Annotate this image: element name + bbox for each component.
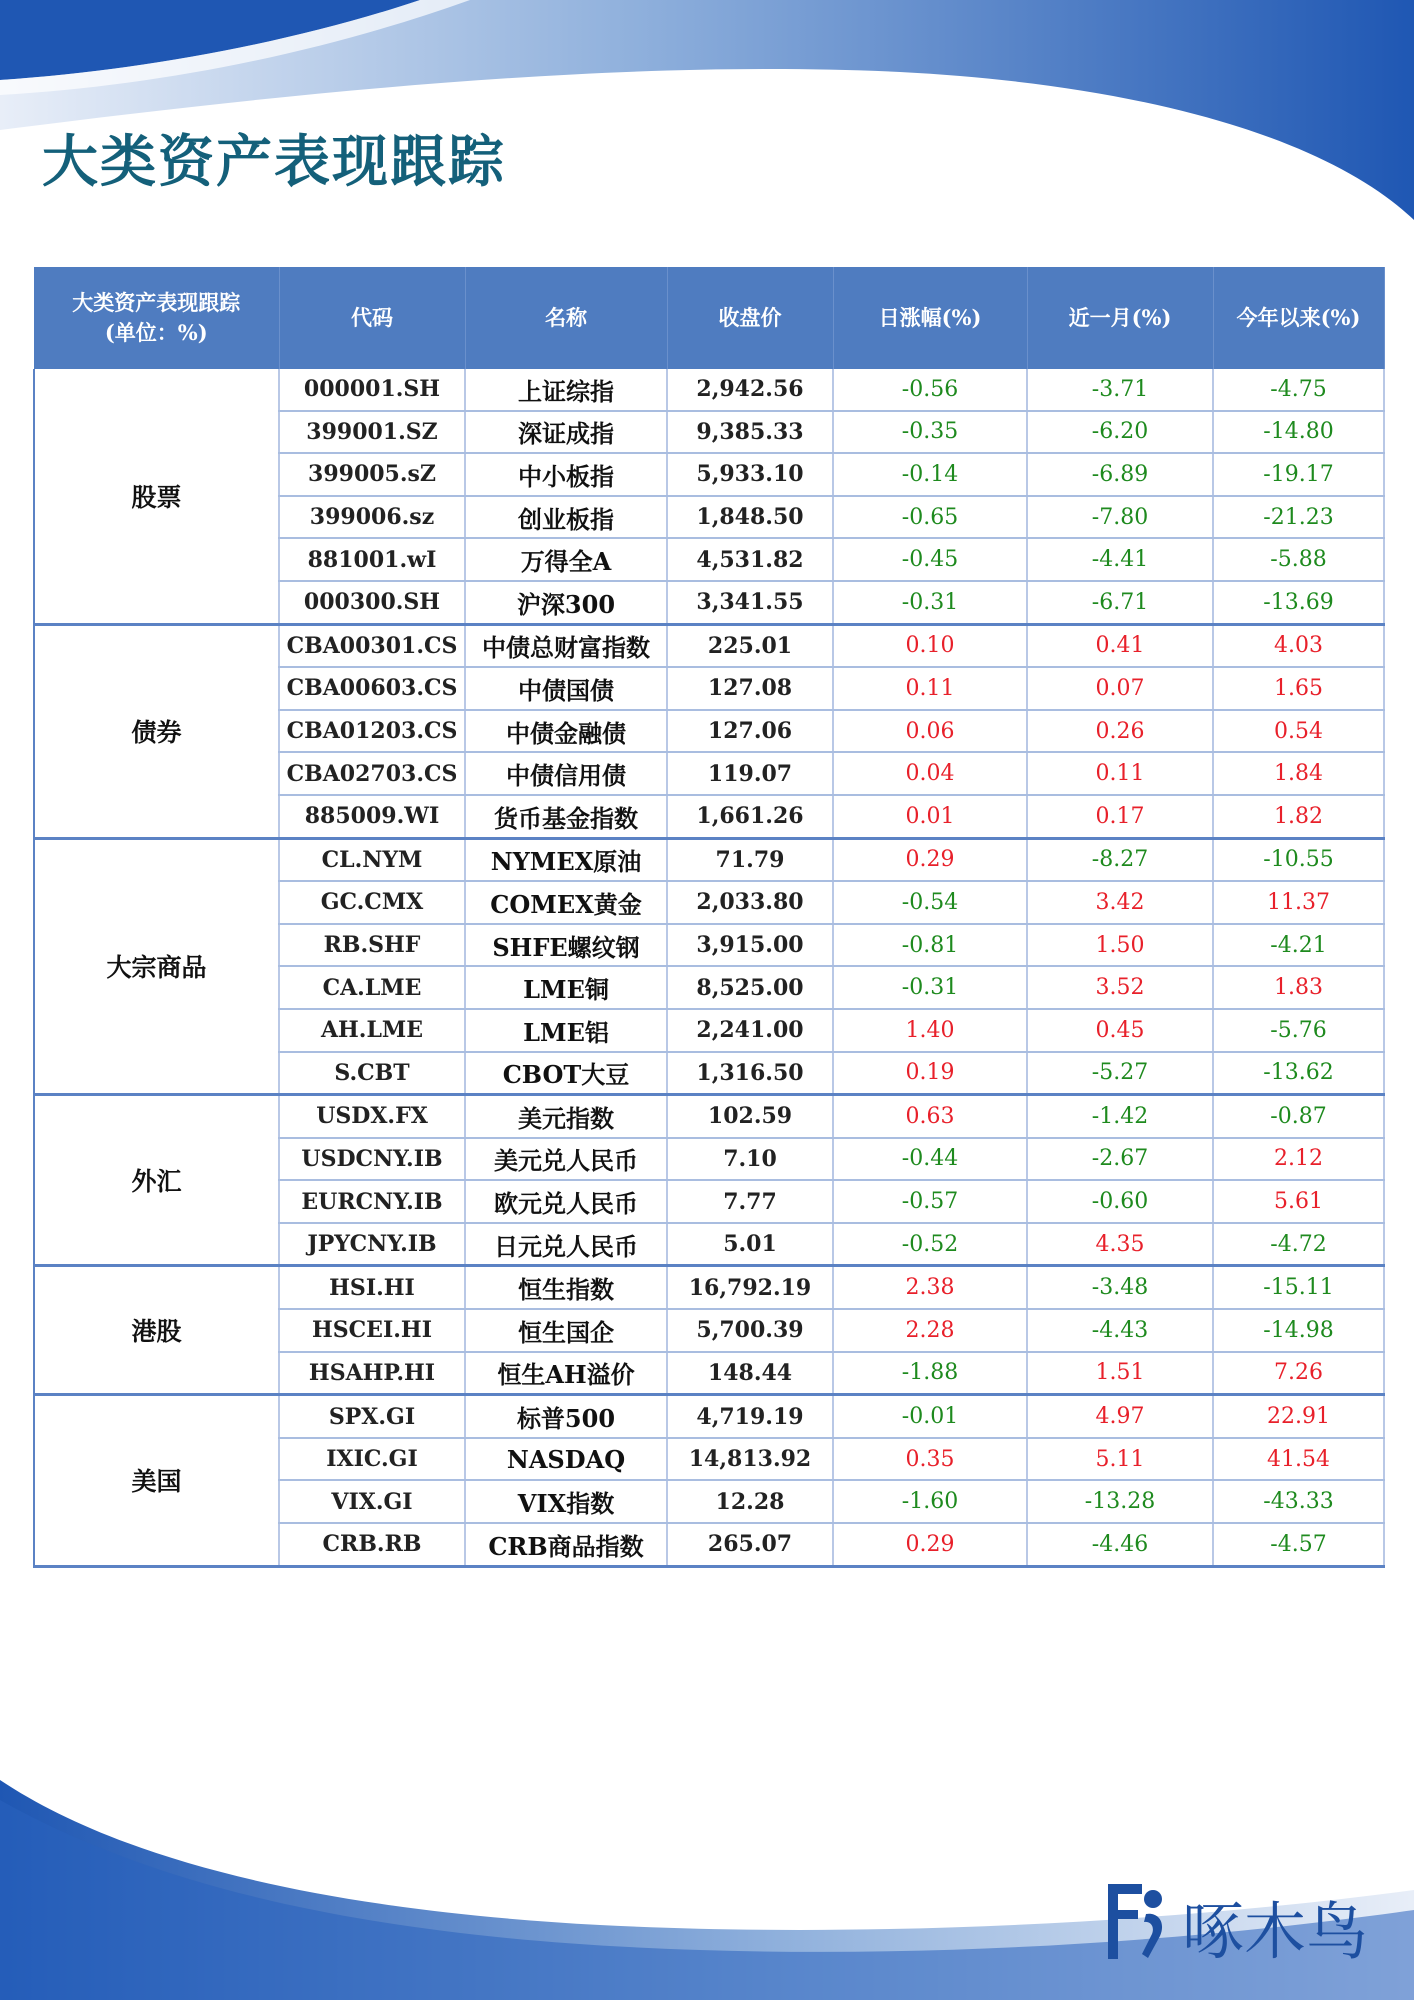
name-cell: 中小板指 <box>465 453 667 496</box>
close-cell: 71.79 <box>667 838 833 881</box>
table-row <box>34 838 1384 881</box>
ytd-cell: -14.98 <box>1213 1309 1384 1352</box>
close-cell: 2,241.00 <box>667 1009 833 1052</box>
category-cell: 美国 <box>34 1395 279 1566</box>
code-cell: CA.LME <box>279 966 465 1009</box>
close-cell: 3,915.00 <box>667 924 833 967</box>
header-daily-change: 日涨幅(%) <box>833 267 1027 369</box>
category-cell: 股票 <box>34 369 279 624</box>
close-cell: 5,700.39 <box>667 1309 833 1352</box>
code-cell: EURCNY.IB <box>279 1180 465 1223</box>
close-cell: 5.01 <box>667 1223 833 1266</box>
code-cell: RB.SHF <box>279 924 465 967</box>
table-row <box>34 624 1384 667</box>
ytd-cell: 41.54 <box>1213 1438 1384 1481</box>
daily-cell: -0.31 <box>833 966 1027 1009</box>
ytd-cell: 0.54 <box>1213 710 1384 753</box>
month-cell: 4.35 <box>1027 1223 1213 1266</box>
name-cell: NASDAQ <box>465 1438 667 1481</box>
ytd-cell: -13.62 <box>1213 1052 1384 1095</box>
table-header-row <box>34 267 1384 369</box>
close-cell: 102.59 <box>667 1095 833 1138</box>
ytd-cell: -4.57 <box>1213 1523 1384 1566</box>
close-cell: 127.08 <box>667 667 833 710</box>
close-cell: 4,531.82 <box>667 538 833 581</box>
close-cell: 1,848.50 <box>667 496 833 539</box>
name-cell: 美元指数 <box>465 1095 667 1138</box>
ytd-cell: 4.03 <box>1213 624 1384 667</box>
header-code: 代码 <box>279 267 465 369</box>
ytd-cell: 1.65 <box>1213 667 1384 710</box>
code-cell: CBA01203.CS <box>279 710 465 753</box>
header-month-change: 近一月(%) <box>1027 267 1213 369</box>
month-cell: -2.67 <box>1027 1138 1213 1181</box>
ytd-cell: -0.87 <box>1213 1095 1384 1138</box>
month-cell: 1.50 <box>1027 924 1213 967</box>
brand-name: 啄木鸟 <box>1182 1895 1369 1968</box>
name-cell: COMEX黄金 <box>465 881 667 924</box>
daily-cell: -0.14 <box>833 453 1027 496</box>
month-cell: -6.89 <box>1027 453 1213 496</box>
name-cell: CRB商品指数 <box>465 1523 667 1566</box>
daily-cell: 2.28 <box>833 1309 1027 1352</box>
month-cell: 0.45 <box>1027 1009 1213 1052</box>
ytd-cell: -4.75 <box>1213 369 1384 411</box>
month-cell: -5.27 <box>1027 1052 1213 1095</box>
daily-cell: -0.01 <box>833 1395 1027 1438</box>
name-cell: 中债金融债 <box>465 710 667 753</box>
code-cell: 399006.sz <box>279 496 465 539</box>
name-cell: 恒生国企 <box>465 1309 667 1352</box>
ytd-cell: -10.55 <box>1213 838 1384 881</box>
ytd-cell: -14.80 <box>1213 411 1384 454</box>
close-cell: 127.06 <box>667 710 833 753</box>
daily-cell: -0.45 <box>833 538 1027 581</box>
month-cell: 0.26 <box>1027 710 1213 753</box>
month-cell: -3.71 <box>1027 369 1213 411</box>
ytd-cell: 1.84 <box>1213 752 1384 795</box>
daily-cell: 0.19 <box>833 1052 1027 1095</box>
daily-cell: -1.60 <box>833 1480 1027 1523</box>
close-cell: 1,661.26 <box>667 795 833 838</box>
code-cell: 399001.SZ <box>279 411 465 454</box>
name-cell: 标普500 <box>465 1395 667 1438</box>
code-cell: 885009.WI <box>279 795 465 838</box>
header-category-unit: (单位：%) <box>104 320 208 345</box>
month-cell: -4.41 <box>1027 538 1213 581</box>
close-cell: 7.10 <box>667 1138 833 1181</box>
month-cell: 1.51 <box>1027 1352 1213 1395</box>
name-cell: LME铝 <box>465 1009 667 1052</box>
category-cell: 大宗商品 <box>34 838 279 1095</box>
daily-cell: -0.35 <box>833 411 1027 454</box>
name-cell: 万得全A <box>465 538 667 581</box>
close-cell: 5,933.10 <box>667 453 833 496</box>
code-cell: S.CBT <box>279 1052 465 1095</box>
ytd-cell: 1.82 <box>1213 795 1384 838</box>
month-cell: 3.42 <box>1027 881 1213 924</box>
name-cell: 恒生指数 <box>465 1266 667 1309</box>
code-cell: JPYCNY.IB <box>279 1223 465 1266</box>
name-cell: CBOT大豆 <box>465 1052 667 1095</box>
name-cell: 深证成指 <box>465 411 667 454</box>
daily-cell: -0.54 <box>833 881 1027 924</box>
code-cell: CBA00603.CS <box>279 667 465 710</box>
ytd-cell: 22.91 <box>1213 1395 1384 1438</box>
name-cell: 创业板指 <box>465 496 667 539</box>
month-cell: 3.52 <box>1027 966 1213 1009</box>
brand-logo <box>1098 1874 1398 1968</box>
month-cell: 0.07 <box>1027 667 1213 710</box>
code-cell: HSAHP.HI <box>279 1352 465 1395</box>
daily-cell: -0.31 <box>833 581 1027 624</box>
name-cell: 日元兑人民币 <box>465 1223 667 1266</box>
month-cell: -4.46 <box>1027 1523 1213 1566</box>
name-cell: VIX指数 <box>465 1480 667 1523</box>
woodpecker-icon <box>1098 1874 1178 1964</box>
close-cell: 14,813.92 <box>667 1438 833 1481</box>
ytd-cell: 7.26 <box>1213 1352 1384 1395</box>
close-cell: 8,525.00 <box>667 966 833 1009</box>
category-cell: 港股 <box>34 1266 279 1395</box>
close-cell: 1,316.50 <box>667 1052 833 1095</box>
close-cell: 3,341.55 <box>667 581 833 624</box>
ytd-cell: -4.72 <box>1213 1223 1384 1266</box>
code-cell: CBA02703.CS <box>279 752 465 795</box>
close-cell: 119.07 <box>667 752 833 795</box>
code-cell: VIX.GI <box>279 1480 465 1523</box>
daily-cell: -0.44 <box>833 1138 1027 1181</box>
ytd-cell: -5.88 <box>1213 538 1384 581</box>
code-cell: 399005.sZ <box>279 453 465 496</box>
code-cell: 000001.SH <box>279 369 465 411</box>
daily-cell: 0.29 <box>833 838 1027 881</box>
name-cell: LME铜 <box>465 966 667 1009</box>
month-cell: -13.28 <box>1027 1480 1213 1523</box>
month-cell: -8.27 <box>1027 838 1213 881</box>
table-row <box>34 369 1384 411</box>
name-cell: 中债总财富指数 <box>465 624 667 667</box>
daily-cell: 0.04 <box>833 752 1027 795</box>
code-cell: CL.NYM <box>279 838 465 881</box>
name-cell: 中债信用债 <box>465 752 667 795</box>
code-cell: SPX.GI <box>279 1395 465 1438</box>
asset-performance-table <box>33 267 1383 1568</box>
code-cell: CRB.RB <box>279 1523 465 1566</box>
close-cell: 2,942.56 <box>667 369 833 411</box>
header-ytd-change: 今年以来(%) <box>1213 267 1384 369</box>
daily-cell: 0.01 <box>833 795 1027 838</box>
close-cell: 2,033.80 <box>667 881 833 924</box>
header-close: 收盘价 <box>667 267 833 369</box>
close-cell: 7.77 <box>667 1180 833 1223</box>
month-cell: 0.11 <box>1027 752 1213 795</box>
close-cell: 4,719.19 <box>667 1395 833 1438</box>
daily-cell: 0.63 <box>833 1095 1027 1138</box>
name-cell: 欧元兑人民币 <box>465 1180 667 1223</box>
month-cell: -6.71 <box>1027 581 1213 624</box>
daily-cell: -0.65 <box>833 496 1027 539</box>
close-cell: 265.07 <box>667 1523 833 1566</box>
month-cell: 4.97 <box>1027 1395 1213 1438</box>
name-cell: 恒生AH溢价 <box>465 1352 667 1395</box>
table-row <box>34 1095 1384 1138</box>
ytd-cell: 1.83 <box>1213 966 1384 1009</box>
code-cell: 000300.SH <box>279 581 465 624</box>
month-cell: -0.60 <box>1027 1180 1213 1223</box>
daily-cell: 0.10 <box>833 624 1027 667</box>
daily-cell: -0.52 <box>833 1223 1027 1266</box>
month-cell: -6.20 <box>1027 411 1213 454</box>
month-cell: 0.17 <box>1027 795 1213 838</box>
name-cell: SHFE螺纹钢 <box>465 924 667 967</box>
daily-cell: 2.38 <box>833 1266 1027 1309</box>
ytd-cell: -5.76 <box>1213 1009 1384 1052</box>
category-cell: 债券 <box>34 624 279 838</box>
code-cell: IXIC.GI <box>279 1438 465 1481</box>
month-cell: 0.41 <box>1027 624 1213 667</box>
ytd-cell: -43.33 <box>1213 1480 1384 1523</box>
daily-cell: -0.81 <box>833 924 1027 967</box>
close-cell: 225.01 <box>667 624 833 667</box>
code-cell: 881001.wI <box>279 538 465 581</box>
close-cell: 12.28 <box>667 1480 833 1523</box>
month-cell: -3.48 <box>1027 1266 1213 1309</box>
ytd-cell: -4.21 <box>1213 924 1384 967</box>
ytd-cell: -19.17 <box>1213 453 1384 496</box>
code-cell: USDX.FX <box>279 1095 465 1138</box>
ytd-cell: -13.69 <box>1213 581 1384 624</box>
daily-cell: -1.88 <box>833 1352 1027 1395</box>
table-row <box>34 1266 1384 1309</box>
page-title: 大类资产表现跟踪 <box>42 130 506 195</box>
month-cell: 5.11 <box>1027 1438 1213 1481</box>
close-cell: 16,792.19 <box>667 1266 833 1309</box>
daily-cell: 0.11 <box>833 667 1027 710</box>
name-cell: 美元兑人民币 <box>465 1138 667 1181</box>
month-cell: -7.80 <box>1027 496 1213 539</box>
name-cell: 沪深300 <box>465 581 667 624</box>
category-cell: 外汇 <box>34 1095 279 1266</box>
ytd-cell: 5.61 <box>1213 1180 1384 1223</box>
daily-cell: -0.57 <box>833 1180 1027 1223</box>
table-row <box>34 1395 1384 1438</box>
ytd-cell: 11.37 <box>1213 881 1384 924</box>
month-cell: -1.42 <box>1027 1095 1213 1138</box>
daily-cell: 0.35 <box>833 1438 1027 1481</box>
code-cell: HSI.HI <box>279 1266 465 1309</box>
daily-cell: 1.40 <box>833 1009 1027 1052</box>
daily-cell: 0.29 <box>833 1523 1027 1566</box>
name-cell: 上证综指 <box>465 369 667 411</box>
name-cell: 货币基金指数 <box>465 795 667 838</box>
daily-cell: -0.56 <box>833 369 1027 411</box>
code-cell: HSCEI.HI <box>279 1309 465 1352</box>
code-cell: AH.LME <box>279 1009 465 1052</box>
close-cell: 148.44 <box>667 1352 833 1395</box>
header-name: 名称 <box>465 267 667 369</box>
header-category <box>34 267 279 369</box>
header-category-line1: 大类资产表现跟踪 <box>72 289 241 315</box>
month-cell: -4.43 <box>1027 1309 1213 1352</box>
ytd-cell: -21.23 <box>1213 496 1384 539</box>
name-cell: 中债国债 <box>465 667 667 710</box>
close-cell: 9,385.33 <box>667 411 833 454</box>
ytd-cell: 2.12 <box>1213 1138 1384 1181</box>
code-cell: USDCNY.IB <box>279 1138 465 1181</box>
code-cell: CBA00301.CS <box>279 624 465 667</box>
name-cell: NYMEX原油 <box>465 838 667 881</box>
daily-cell: 0.06 <box>833 710 1027 753</box>
code-cell: GC.CMX <box>279 881 465 924</box>
ytd-cell: -15.11 <box>1213 1266 1384 1309</box>
